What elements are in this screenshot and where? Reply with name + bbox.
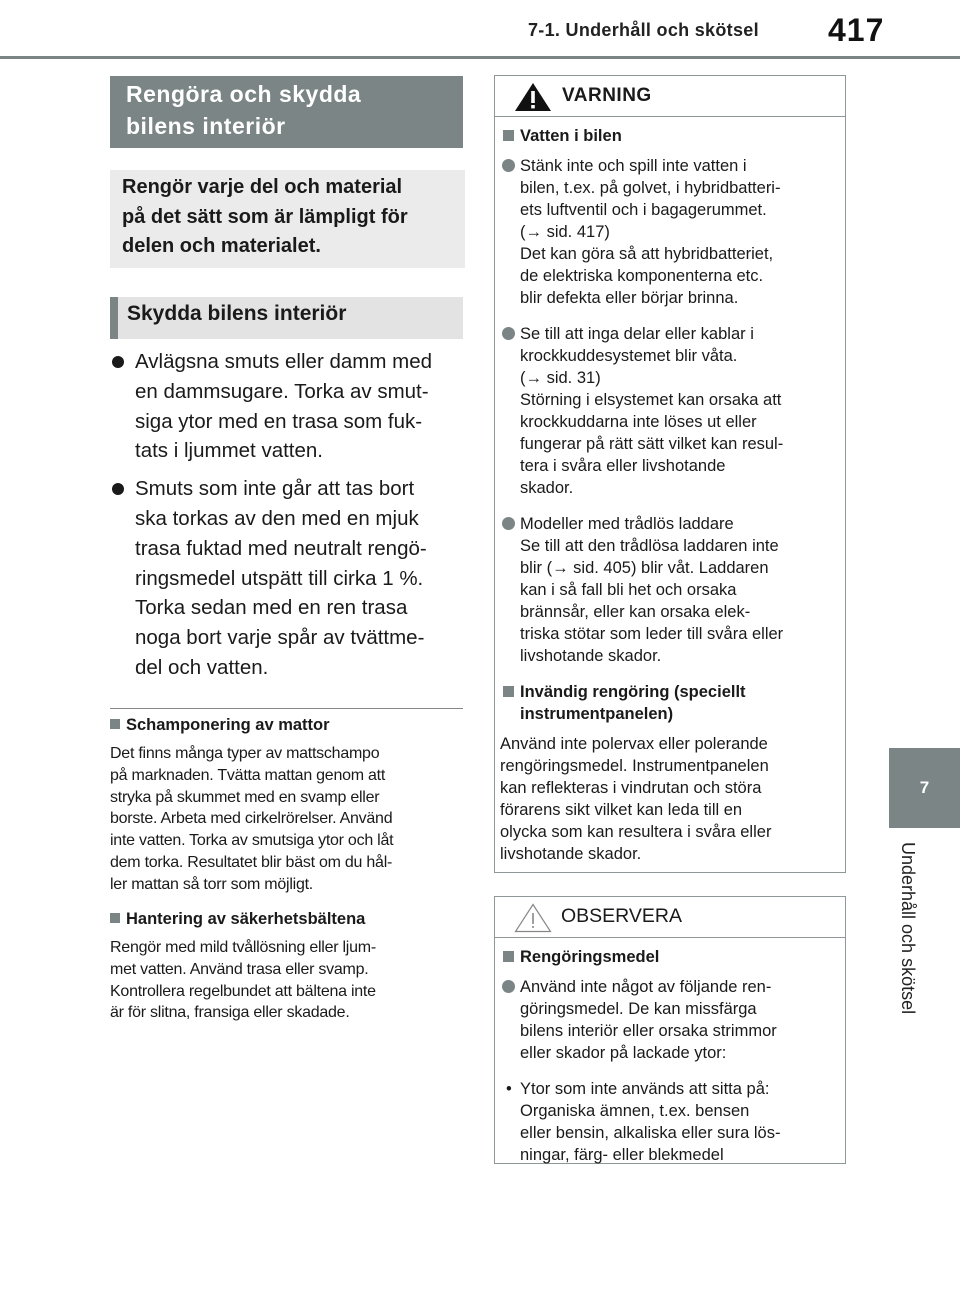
section-title-box [110, 76, 463, 148]
warning-section-title-text: Vatten i bilen [520, 127, 622, 145]
chapter-side-label [878, 842, 938, 1042]
chapter-tab [889, 748, 960, 828]
square-bullet-icon [110, 719, 120, 729]
body-line: ler mattan så torr som möjligt. [110, 875, 313, 893]
square-bullet-icon [503, 686, 514, 697]
bullet-dot-icon [112, 483, 124, 495]
round-bullet-icon [502, 980, 515, 993]
chapter-side-label-text: Underhåll och skötsel [898, 842, 918, 1015]
notice-header-text: OBSERVERA [561, 905, 683, 927]
body-line: dem torka. Resultatet blir bäst om du hål- [110, 853, 393, 871]
info-section-title-text: Hantering av säkerhetsbältena [126, 910, 366, 928]
notice-section-title [500, 946, 835, 968]
bullet-mark: • [506, 1080, 512, 1098]
bullet-line: noga bort varje spår av tvättme- [135, 626, 425, 650]
round-bullet-icon [502, 517, 515, 530]
notice-item-text: Använd inte något av följande ren- göringsmedel. De kan missfärga bilens interiör eller orsaka strimmor eller skador på lackade ytor: [520, 978, 777, 1062]
warning-item [500, 323, 835, 499]
warning-header-text: VARNING [562, 85, 652, 106]
warning-item [500, 513, 835, 667]
caution-triangle-icon [514, 903, 552, 933]
body-line: met vatten. Använd trasa eller svamp. [110, 960, 369, 978]
notice-section-title-text: Rengöringsmedel [520, 948, 660, 966]
page-number: 417 [828, 12, 885, 48]
bullet-item [110, 474, 465, 683]
bullet-line: del och vatten. [135, 655, 269, 679]
warning-header [495, 76, 845, 117]
square-bullet-icon [110, 913, 120, 923]
bullet-line: ska torkas av den med en mjuk [135, 506, 419, 530]
body-line: Rengör med mild tvållösning eller ljum- [110, 939, 376, 956]
body-line: Kontrollera regelbundet att bältena inte [110, 982, 376, 1000]
section-divider [110, 708, 463, 709]
notice-header [495, 897, 845, 938]
body-line: stryka på skummet med en svamp eller [110, 788, 380, 806]
chapter-title: 7-1. Underhåll och skötsel [528, 20, 759, 40]
section-title-line: Rengöra och skydda [126, 81, 362, 107]
bullet-line: Torka sedan med en ren trasa [135, 596, 408, 620]
info-section-body [110, 743, 460, 896]
bullet-line: en dammsugare. Torka av smut- [135, 379, 429, 403]
body-line: inte vatten. Torka av smutsiga ytor och låt [110, 832, 394, 850]
subheading-text: Skydda bilens interiör [127, 302, 347, 325]
info-section-title [110, 714, 460, 736]
body-line: på marknaden. Tvätta mattan genom att [110, 766, 386, 784]
info-section-seatbelts [110, 908, 460, 1024]
warning-triangle-icon [514, 82, 552, 112]
bullet-line: Avlägsna smuts eller damm med [135, 350, 432, 373]
warning-item [500, 155, 835, 309]
warning-section-title-text: Invändig rengöring (speciellt instrumentpanelen) [520, 683, 746, 723]
chapter-tab-number: 7 [919, 778, 930, 797]
warning-body [495, 117, 845, 865]
square-bullet-icon [503, 130, 514, 141]
header-rule [0, 56, 960, 59]
warning-item-text: Modeller med trådlös laddare Se till att den trådlösa laddaren inte blir (→ sid. 405) blir våt. Laddaren kan i så fall bli het och orsaka brännsår, eller kan orsaka elek- triska stötar som leder till svåra eller livshotande skador. [520, 515, 784, 665]
bullet-line: Smuts som inte går att tas bort [135, 477, 415, 501]
notice-box [494, 896, 846, 1164]
info-section-body [110, 937, 460, 1024]
round-bullet-icon [502, 159, 515, 172]
bullet-dot-icon [112, 356, 124, 368]
bullet-line: ringsmedel utspätt till cirka 1 %. [135, 566, 424, 590]
warning-box [494, 75, 846, 873]
bullet-line: tats i ljummet vatten. [135, 439, 323, 463]
square-bullet-icon [503, 951, 514, 962]
notice-subitem-text: Ytor som inte används att sitta på: Organiska ämnen, t.ex. bensen eller bensin, alkaliska eller sura lös- ningar, färg- eller blekmedel [520, 1080, 781, 1164]
notice-subitem [500, 1078, 835, 1166]
intro-line: delen och materialet. [122, 235, 321, 257]
info-section-title-text: Schamponering av mattor [126, 716, 330, 734]
notice-body [495, 938, 845, 1166]
warning-section-title [500, 125, 835, 147]
info-section-title [110, 908, 460, 930]
intro-line: på det sätt som är lämpligt för [122, 205, 408, 228]
body-line: Det finns många typer av mattschampo [110, 745, 380, 762]
intro-box [110, 170, 465, 268]
bullet-item [110, 347, 465, 466]
bullet-list [110, 347, 465, 691]
intro-line: Rengör varje del och material [122, 176, 403, 198]
body-line: är för slitna, fransiga eller skadade. [110, 1004, 350, 1022]
warning-paragraph: Använd inte polervax eller polerande rengöringsmedel. Instrumentpanelen kan reflekteras i vindrutan och störa förarens sikt vilket kan leda till en olycka som kan resultera i svåra eller livshotande skador. [500, 735, 772, 863]
warning-item-text: Se till att inga delar eller kablar i krockkuddesystemet blir våta. (→ sid. 31) Störning i elsystemet kan orsaka att krockkuddarna inte löses ut eller fungerar på rätt sätt vilket kan resul- tera i svåra eller livshotande skador. [520, 325, 784, 497]
round-bullet-icon [502, 327, 515, 340]
info-section-carpet [110, 714, 460, 896]
bullet-line: trasa fuktad med neutralt rengö- [135, 536, 427, 560]
warning-section-title [500, 681, 835, 725]
subheading [110, 297, 463, 339]
bullet-line: siga ytor med en trasa som fuk- [135, 409, 423, 433]
section-title-line: bilens interiör [126, 113, 286, 139]
warning-item-text: Stänk inte och spill inte vatten i bilen, t.ex. på golvet, i hybridbatteri- ets luftventil och i bagagerummet. (→ sid. 417) Det kan göra så att hybridbatteriet, de elektriska komponenterna etc. blir defekta eller börjar brinna. [520, 157, 781, 307]
notice-item [500, 976, 835, 1064]
body-line: borste. Arbeta med cirkelrörelser. Använd [110, 810, 393, 828]
